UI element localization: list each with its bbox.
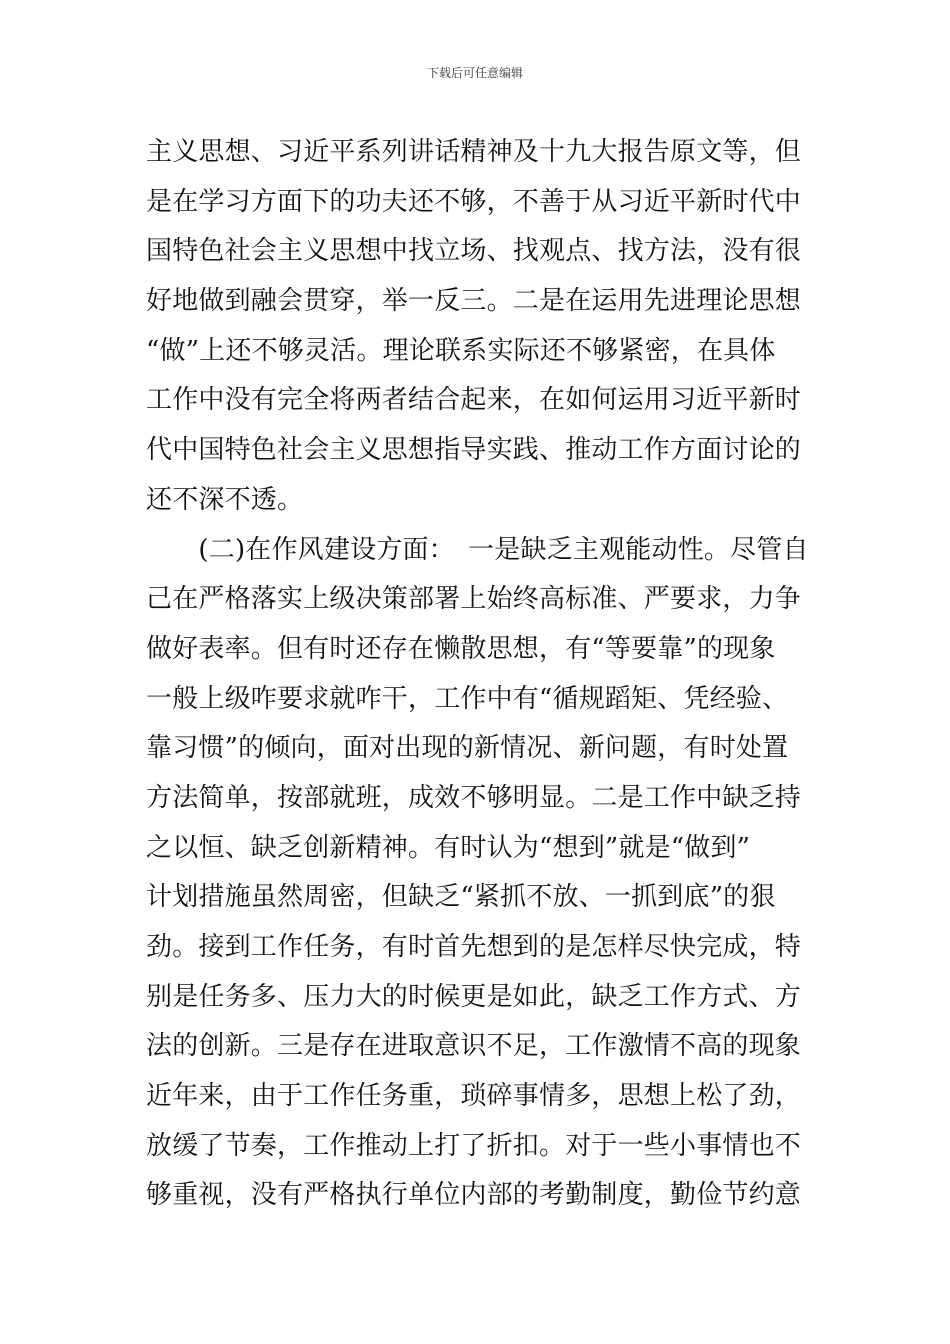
text-line: 是在学习方面下的功夫还不够，不善于从习近平新时代中 — [146, 186, 802, 217]
text-line: 方法简单，按部就班，成效不够明显。二是工作中缺乏持 — [146, 782, 802, 813]
text-line: 近年来，由于工作任务重，琐碎事情多，思想上松了劲， — [146, 1081, 802, 1112]
text-line: 放缓了节奏，工作推动上打了折扣。对于一些小事情也不 — [146, 1130, 802, 1161]
text-line: 工作中没有完全将两者结合起来，在如何运用习近平新时 — [146, 385, 802, 416]
text-line: 之以恒、缺乏创新精神。有时认为“想到”就是“做到” — [146, 832, 751, 863]
text-line: 法的创新。三是存在进取意识不足，工作激情不高的现象 — [146, 1031, 802, 1062]
text-line: 够重视，没有严格执行单位内部的考勤制度，勤俭节约意 — [146, 1180, 802, 1211]
text-line: 靠习惯”的倾向，面对出现的新情况、新问题，有时处置 — [146, 733, 789, 764]
text-line: 己在严格落实上级决策部署上始终高标准、严要求，力争 — [146, 584, 802, 615]
text-line: 国特色社会主义思想中找立场、找观点、找方法，没有很 — [146, 236, 802, 267]
text-line: 还不深不透。 — [146, 484, 304, 515]
text-line: 别是任务多、压力大的时候更是如此，缺乏工作方式、方 — [146, 981, 802, 1012]
text-line: 代中国特色社会主义思想指导实践、推动工作方面讨论的 — [146, 435, 802, 466]
text-line: 计划措施虽然周密，但缺乏“紧抓不放、一抓到底”的狠 — [146, 882, 776, 913]
text-line: 主义思想、习近平系列讲话精神及十九大报告原文等，但 — [146, 137, 802, 167]
text-line: 好地做到融会贯穿，举一反三。二是在运用先进理论思想 — [146, 286, 802, 317]
text-line: 做好表率。但有时还存在懒散思想，有“等要靠”的现象 — [146, 633, 776, 664]
text-line: 一般上级咋要求就咋干，工作中有“循规蹈矩、凭经验、 — [146, 683, 789, 714]
page-header: 下载后可任意编辑 — [426, 66, 523, 80]
text-line: “做”上还不够灵活。理论联系实际还不够紧密，在具体 — [146, 335, 776, 366]
text-line: (二)在作风建设方面： 一是缺乏主观能动性。尽管自 — [146, 534, 809, 565]
document-body — [146, 128, 808, 1221]
text-line: 劲。接到工作任务，有时首先想到的是怎样尽快完成，特 — [146, 932, 802, 962]
